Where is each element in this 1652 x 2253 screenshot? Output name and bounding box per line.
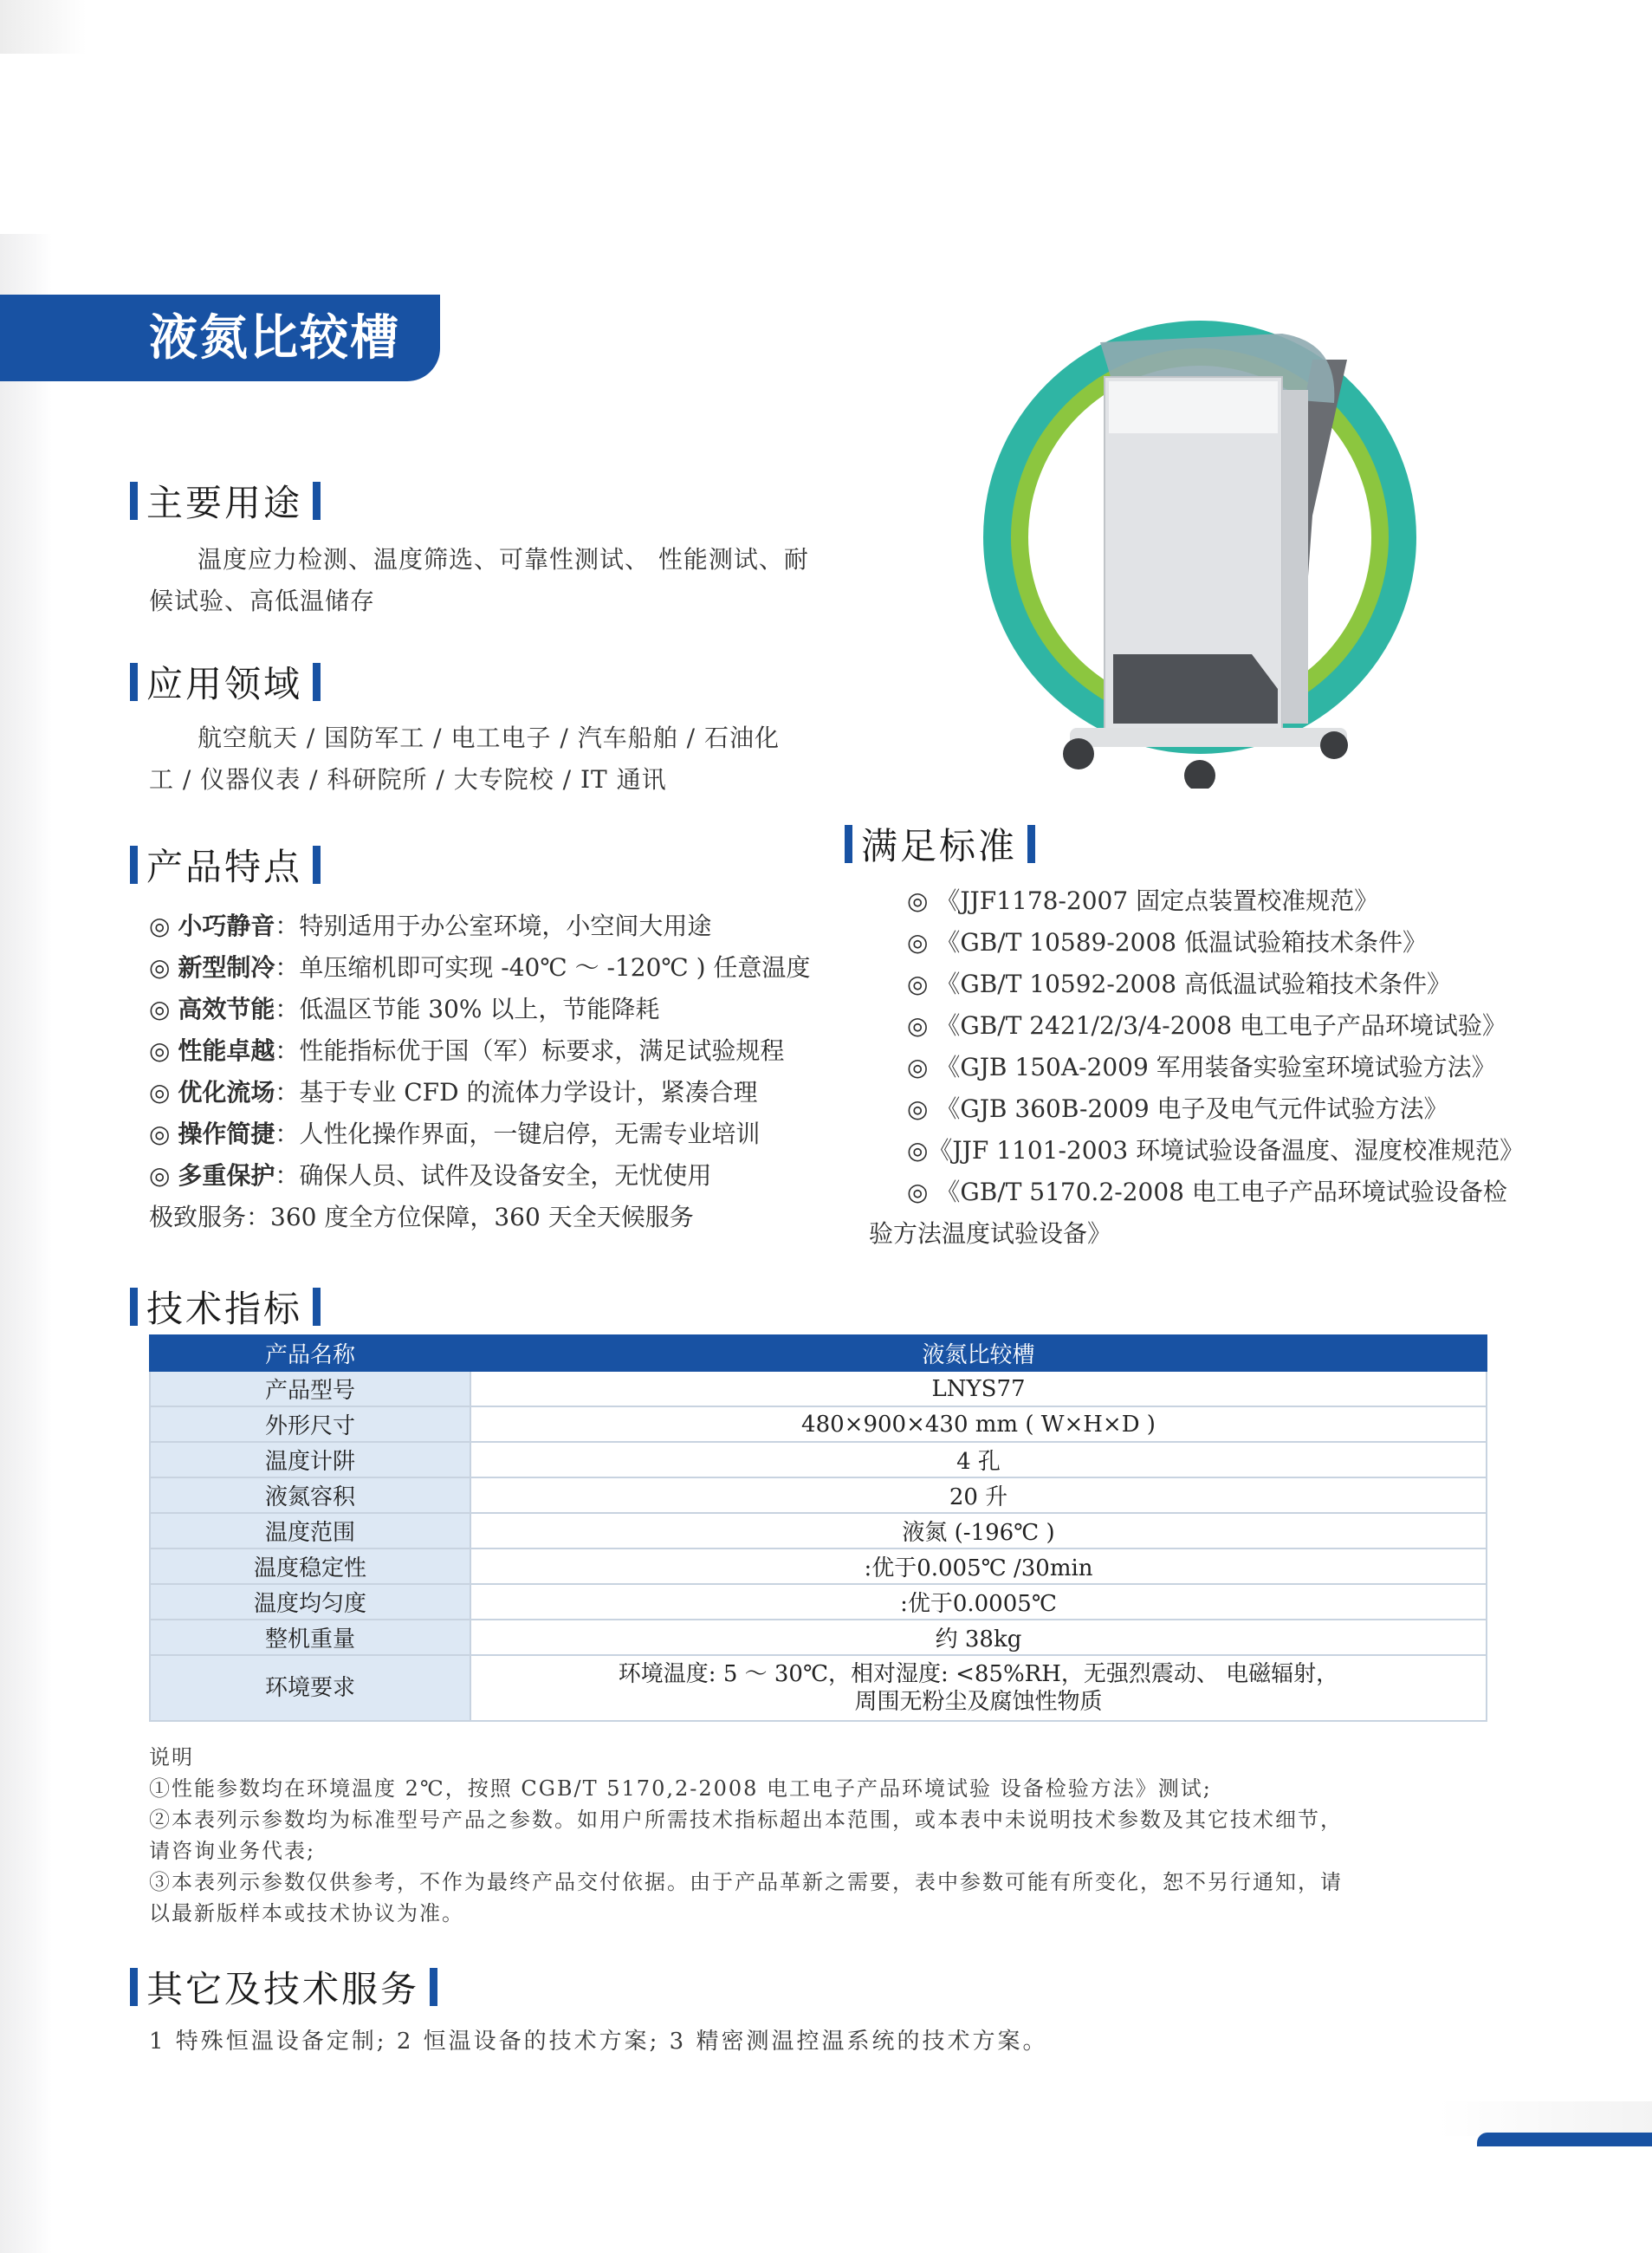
table-cell-value: LNYS77 [470, 1371, 1487, 1406]
wheel [1184, 760, 1215, 789]
standard-item: ◎《JJF 1101-2003 环境试验设备温度、湿度校准规范》 [907, 1136, 1525, 1165]
notes [149, 1742, 1500, 1929]
product-image [940, 308, 1421, 789]
feature-item: ◎ 高效节能：低温区节能 30% 以上，节能降耗 [149, 995, 660, 1023]
corner-shade [0, 0, 87, 54]
heading-bar-right [313, 482, 321, 520]
standard-wrap-line: 验方法温度试验设备》 [869, 1219, 1112, 1248]
table-cell-key: 温度范围 [150, 1513, 470, 1549]
table-cell-key: 液氮容积 [150, 1477, 470, 1513]
table-row [150, 1549, 1487, 1584]
heading-text: 产品特点 [146, 846, 303, 888]
footer-shade [1438, 2101, 1652, 2136]
table-row [150, 1513, 1487, 1549]
standard-item: ◎ 《GB/T 10589-2008 低温试验箱技术条件》 [907, 928, 1427, 957]
feature-item: ◎ 多重保护：确保人员、试件及设备安全，无忧使用 [149, 1161, 712, 1190]
cart-base [1070, 728, 1347, 747]
feature-item: ◎ 性能卓越：性能指标优于国（军）标要求，满足试验规程 [149, 1036, 785, 1065]
table-cell-value: 20 升 [470, 1477, 1487, 1513]
table-cell-key: 温度稳定性 [150, 1549, 470, 1584]
table-cell-key: 产品型号 [150, 1371, 470, 1406]
heading-bar-right [313, 663, 321, 701]
standard-item: ◎ 《GB/T 5170.2-2008 电工电子产品环境试验设备检 [907, 1178, 1507, 1206]
section-heading-standards [845, 818, 1035, 870]
table-header-row [150, 1335, 1487, 1371]
heading-bar-left [130, 1288, 138, 1326]
heading-bar-right [1027, 825, 1035, 863]
table-row [150, 1442, 1487, 1477]
table-cell-key: 外形尺寸 [150, 1406, 470, 1442]
table-cell-value [470, 1655, 1487, 1721]
heading-bar-left [130, 846, 138, 884]
table-cell-key: 温度计阱 [150, 1442, 470, 1477]
heading-text: 其它及技术服务 [146, 1968, 420, 2010]
table-row [150, 1406, 1487, 1442]
standard-item: ◎ 《GJB 360B-2009 电子及电气元件试验方法》 [907, 1094, 1448, 1123]
field-line-1: 航空航天 / 国防军工 / 电工电子 / 汽车船舶 / 石油化 [198, 724, 780, 752]
table-row [150, 1655, 1487, 1721]
section-heading-usage [130, 475, 321, 527]
field-line-2: 工 / 仪器仪表 / 科研院所 / 大专院校 / IT 通讯 [149, 765, 667, 794]
note-line: 说明 [149, 1745, 194, 1769]
cabinet-side [1282, 390, 1308, 724]
standards-list [907, 880, 1524, 1213]
page-title: 液氮比较槽 [149, 310, 400, 367]
heading-text: 技术指标 [146, 1288, 303, 1330]
table-cell-value: :优于0.005℃ /30min [470, 1549, 1487, 1584]
footer-bar [1477, 2133, 1652, 2146]
heading-bar-left [130, 482, 138, 520]
feature-item: ◎ 优化流场：基于专业 CFD 的流体力学设计，紧凑合理 [149, 1078, 758, 1107]
section-heading-services [130, 1961, 437, 2013]
services-line: 1 特殊恒温设备定制; 2 恒温设备的技术方案; 3 精密测温控温系统的技术方案。 [149, 2029, 1048, 2055]
usage-line-2: 候试验、高低温储存 [149, 587, 376, 615]
left-margin-shade [0, 234, 52, 2253]
note-line: ②本表列示参数均为标准型号产品之参数。如用户所需技术指标超出本范围，或本表中未说明技术参数及其它技术细节， [149, 1808, 1343, 1832]
field-paragraph [149, 717, 780, 801]
feature-item: ◎ 小巧静音：特别适用于办公室环境，小空间大用途 [149, 912, 712, 940]
env-line-2: 周围无粉尘及腐蚀性物质 [854, 1689, 1103, 1715]
heading-text: 主要用途 [146, 482, 303, 524]
features-list [149, 906, 810, 1238]
standard-item: ◎ 《GJB 150A-2009 军用装备实验室环境试验方法》 [907, 1053, 1496, 1081]
feature-item: ◎ 新型制冷：单压缩机即可实现 -40℃ ～ -120℃ ) 任意温度 [149, 953, 811, 982]
standard-item: ◎ 《GB/T 10592-2008 高低温试验箱技术条件》 [907, 970, 1451, 998]
service-line: 极致服务：360 度全方位保障，360 天全天候服务 [149, 1203, 694, 1231]
spec-table [149, 1334, 1487, 1722]
heading-bar-right [430, 1968, 437, 2006]
table-row [150, 1620, 1487, 1655]
table-row [150, 1477, 1487, 1513]
section-heading-features [130, 839, 321, 891]
table-cell-value: 480×900×430 mm ( W×H×D ) [470, 1406, 1487, 1442]
wheel [1063, 738, 1094, 769]
table-cell-value: :优于0.0005℃ [470, 1584, 1487, 1620]
heading-bar-right [313, 846, 321, 884]
note-line: 请咨询业务代表; [149, 1839, 316, 1863]
table-cell-value: 液氮 (-196℃ ) [470, 1513, 1487, 1549]
table-cell-key: 温度均匀度 [150, 1584, 470, 1620]
heading-text: 应用领域 [146, 663, 303, 705]
table-cell-key: 产品名称 [150, 1335, 470, 1371]
standard-item: ◎ 《JJF1178-2007 固定点装置校准规范》 [907, 886, 1379, 915]
standard-item: ◎ 《GB/T 2421/2/3/4-2008 电工电子产品环境试验》 [907, 1011, 1506, 1040]
table-cell-key: 整机重量 [150, 1620, 470, 1655]
note-line: ①性能参数均在环境温度 2℃，按照 CGB/T 5170,2-2008 电工电子产品环境试验 设备检验方法》测试; [149, 1776, 1212, 1801]
table-cell-value: 液氮比较槽 [470, 1335, 1487, 1371]
feature-item: ◎ 操作简捷：人性化操作界面，一键启停，无需专业培训 [149, 1120, 761, 1148]
heading-bar-left [130, 1968, 138, 2006]
cabinet-top [1109, 381, 1278, 433]
base-panel [1113, 654, 1278, 724]
env-line-1: 环境温度: 5 ～ 30℃，相对湿度: <85%RH，无强烈震动、 电磁辐射， [618, 1661, 1339, 1687]
section-heading-specs [130, 1281, 321, 1333]
note-line: 以最新版样本或技术协议为准。 [149, 1901, 464, 1925]
table-cell-value: 4 孔 [470, 1442, 1487, 1477]
table-cell-key: 环境要求 [150, 1655, 470, 1721]
section-heading-field [130, 656, 321, 708]
wheel [1320, 731, 1348, 759]
table-cell-value: 约 38kg [470, 1620, 1487, 1655]
heading-text: 满足标准 [861, 825, 1018, 867]
usage-paragraph [149, 539, 809, 622]
heading-bar-right [313, 1288, 321, 1326]
table-row [150, 1584, 1487, 1620]
usage-line-1: 温度应力检测、温度筛选、可靠性测试、 性能测试、耐 [198, 545, 809, 574]
heading-bar-left [845, 825, 852, 863]
table-row [150, 1371, 1487, 1406]
heading-bar-left [130, 663, 138, 701]
note-line: ③本表列示参数仅供参考，不作为最终产品交付依据。由于产品革新之需要，表中参数可能有所变化，恕不另行通知，请 [149, 1870, 1343, 1894]
